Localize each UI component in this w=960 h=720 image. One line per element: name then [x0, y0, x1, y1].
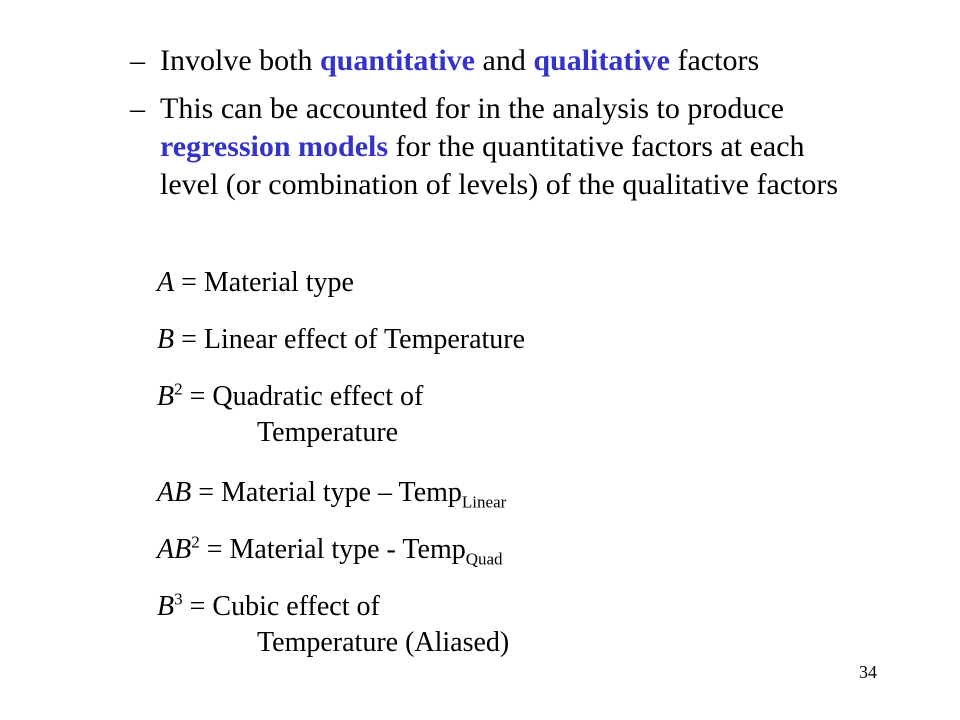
subscript: Linear	[461, 492, 507, 512]
superscript: 3	[174, 589, 183, 609]
superscript: 2	[174, 379, 183, 399]
bullet-text	[160, 42, 870, 80]
bullet-text-part: for the quantitative factors at each level (or combination of levels) of the qualitative factors	[160, 130, 839, 201]
bullet-text-part: Involve both	[160, 44, 320, 77]
definition-text: = Quadratic effect of	[182, 381, 424, 412]
definition-continuation: Temperature (Aliased)	[257, 627, 510, 658]
bullet-text-part: factors	[670, 44, 760, 77]
symbol: AB	[157, 534, 192, 565]
bullet-dash: –	[130, 92, 145, 125]
subscript: Quad	[465, 549, 503, 569]
definition-continuation: Temperature	[257, 417, 399, 448]
bullet-text-part: This can be accounted for in the analysis to produce	[160, 92, 784, 125]
superscript: 2	[191, 532, 200, 552]
definition-text: = Cubic effect of	[182, 591, 380, 622]
definition-b	[157, 322, 525, 358]
symbol: B	[157, 324, 175, 355]
definition-b-cubed	[157, 589, 509, 661]
symbol: A	[157, 267, 175, 298]
definition-text: = Linear effect of Temperature	[174, 324, 526, 355]
bullet-dash: –	[130, 44, 145, 77]
page-number: 34	[859, 662, 877, 682]
definition-b-squared	[157, 379, 423, 451]
bullet-quantitative-qualitative	[130, 42, 870, 80]
definition-a	[157, 265, 354, 301]
definition-ab	[157, 475, 506, 511]
highlight-quantitative: quantitative	[319, 44, 475, 77]
definition-text: = Material type - Temp	[199, 534, 466, 565]
definition-text: = Material type	[174, 267, 354, 298]
highlight-regression-models: regression models	[160, 130, 389, 163]
bullet-text-part: and	[475, 44, 534, 77]
symbol: AB	[157, 477, 192, 508]
bullet-text	[160, 90, 870, 204]
definition-text: = Material type – Temp	[191, 477, 462, 508]
symbol: B	[157, 381, 175, 412]
definition-ab-squared	[157, 532, 503, 568]
bullet-regression-models	[130, 90, 870, 204]
symbol: B	[157, 591, 175, 622]
highlight-qualitative: qualitative	[533, 44, 670, 77]
